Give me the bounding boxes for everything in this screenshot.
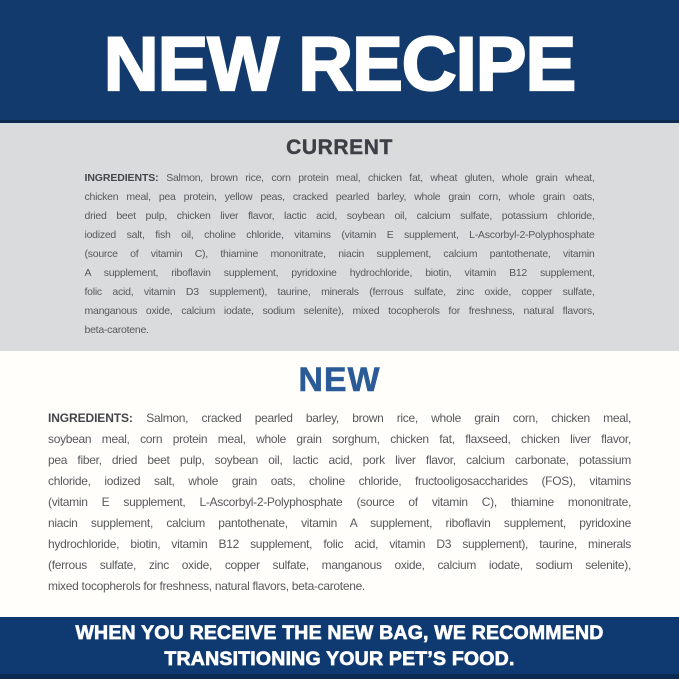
current-recipe-section [0,123,679,351]
current-heading: CURRENT [286,136,393,159]
new-recipe-section [0,351,679,617]
new-heading: NEW [298,361,381,399]
footer-line-1: WHEN YOU RECEIVE THE NEW BAG, WE RECOMMEND [75,621,604,644]
ingredients-label: INGREDIENTS: [48,411,147,425]
ingredients-label: INGREDIENTS: [84,172,167,184]
ingredients-line: dried beet pulp, chicken liver flavor, lactic acid, soybean oil, calcium sulfate, potassium chloride, [84,210,595,222]
ingredients-line: chloride, iodized salt, whole grain oats, choline chloride, fructooligosaccharides (FOS), vitamins [48,474,631,488]
new-recipe-title: NEW RECIPE [103,21,576,107]
transition-recommendation-banner [0,617,679,679]
ingredients-line: A supplement, riboflavin supplement, pyridoxine hydrochloride, biotin, vitamin B12 supplement, [84,267,595,279]
ingredients-line: (ferrous sulfate, zinc oxide, copper sulfate, manganous oxide, calcium iodate, sodium selenite), [48,558,631,572]
ingredients-line: (source of vitamin C), thiamine mononitrate, niacin supplement, calcium pantothenate, vitamin [84,248,595,260]
ingredients-line: INGREDIENTS: Salmon, brown rice, corn protein meal, chicken fat, wheat gluten, whole grain wheat, [84,172,595,184]
new-recipe-banner [0,0,679,123]
ingredients-line: iodized salt, fish oil, choline chloride, vitamins (vitamin E supplement, L-Ascorbyl-2-Polyphosphate [84,229,595,241]
ingredients-line: (vitamin E supplement, L-Ascorbyl-2-Polyphosphate (source of vitamin C), thiamine mononitrate, [48,495,631,509]
ingredients-line: folic acid, vitamin D3 supplement), taurine, minerals (ferrous sulfate, zinc oxide, copper sulfate, [84,286,595,298]
new-ingredients-paragraph [48,408,631,597]
current-ingredients-paragraph [85,169,595,340]
ingredients-line: hydrochloride, biotin, vitamin B12 supplement, folic acid, vitamin D3 supplement), taurine, minerals [48,537,631,551]
ingredients-line: pea fiber, dried beet pulp, soybean oil, lactic acid, pork liver flavor, calcium carbonate, potassium [48,453,631,467]
ingredients-line: mixed tocopherols for freshness, natural flavors, beta-carotene. [48,579,365,593]
ingredients-line: niacin supplement, calcium pantothenate, vitamin A supplement, riboflavin supplement, pyridoxine [48,516,631,530]
footer-line-2: TRANSITIONING YOUR PET’S FOOD. [164,647,515,670]
ingredients-line: INGREDIENTS: Salmon, cracked pearled barley, brown rice, whole grain corn, chicken meal, [48,411,631,425]
ingredients-line: manganous oxide, calcium iodate, sodium selenite), mixed tocopherols for freshness, natural flavors, [84,305,595,317]
ingredients-line: soybean meal, corn protein meal, whole grain sorghum, chicken fat, flaxseed, chicken liver flavor, [48,432,631,446]
ingredients-line: chicken meal, pea protein, yellow peas, cracked pearled barley, whole grain corn, whole grain oats, [84,191,595,203]
ingredients-line: beta-carotene. [84,324,149,336]
